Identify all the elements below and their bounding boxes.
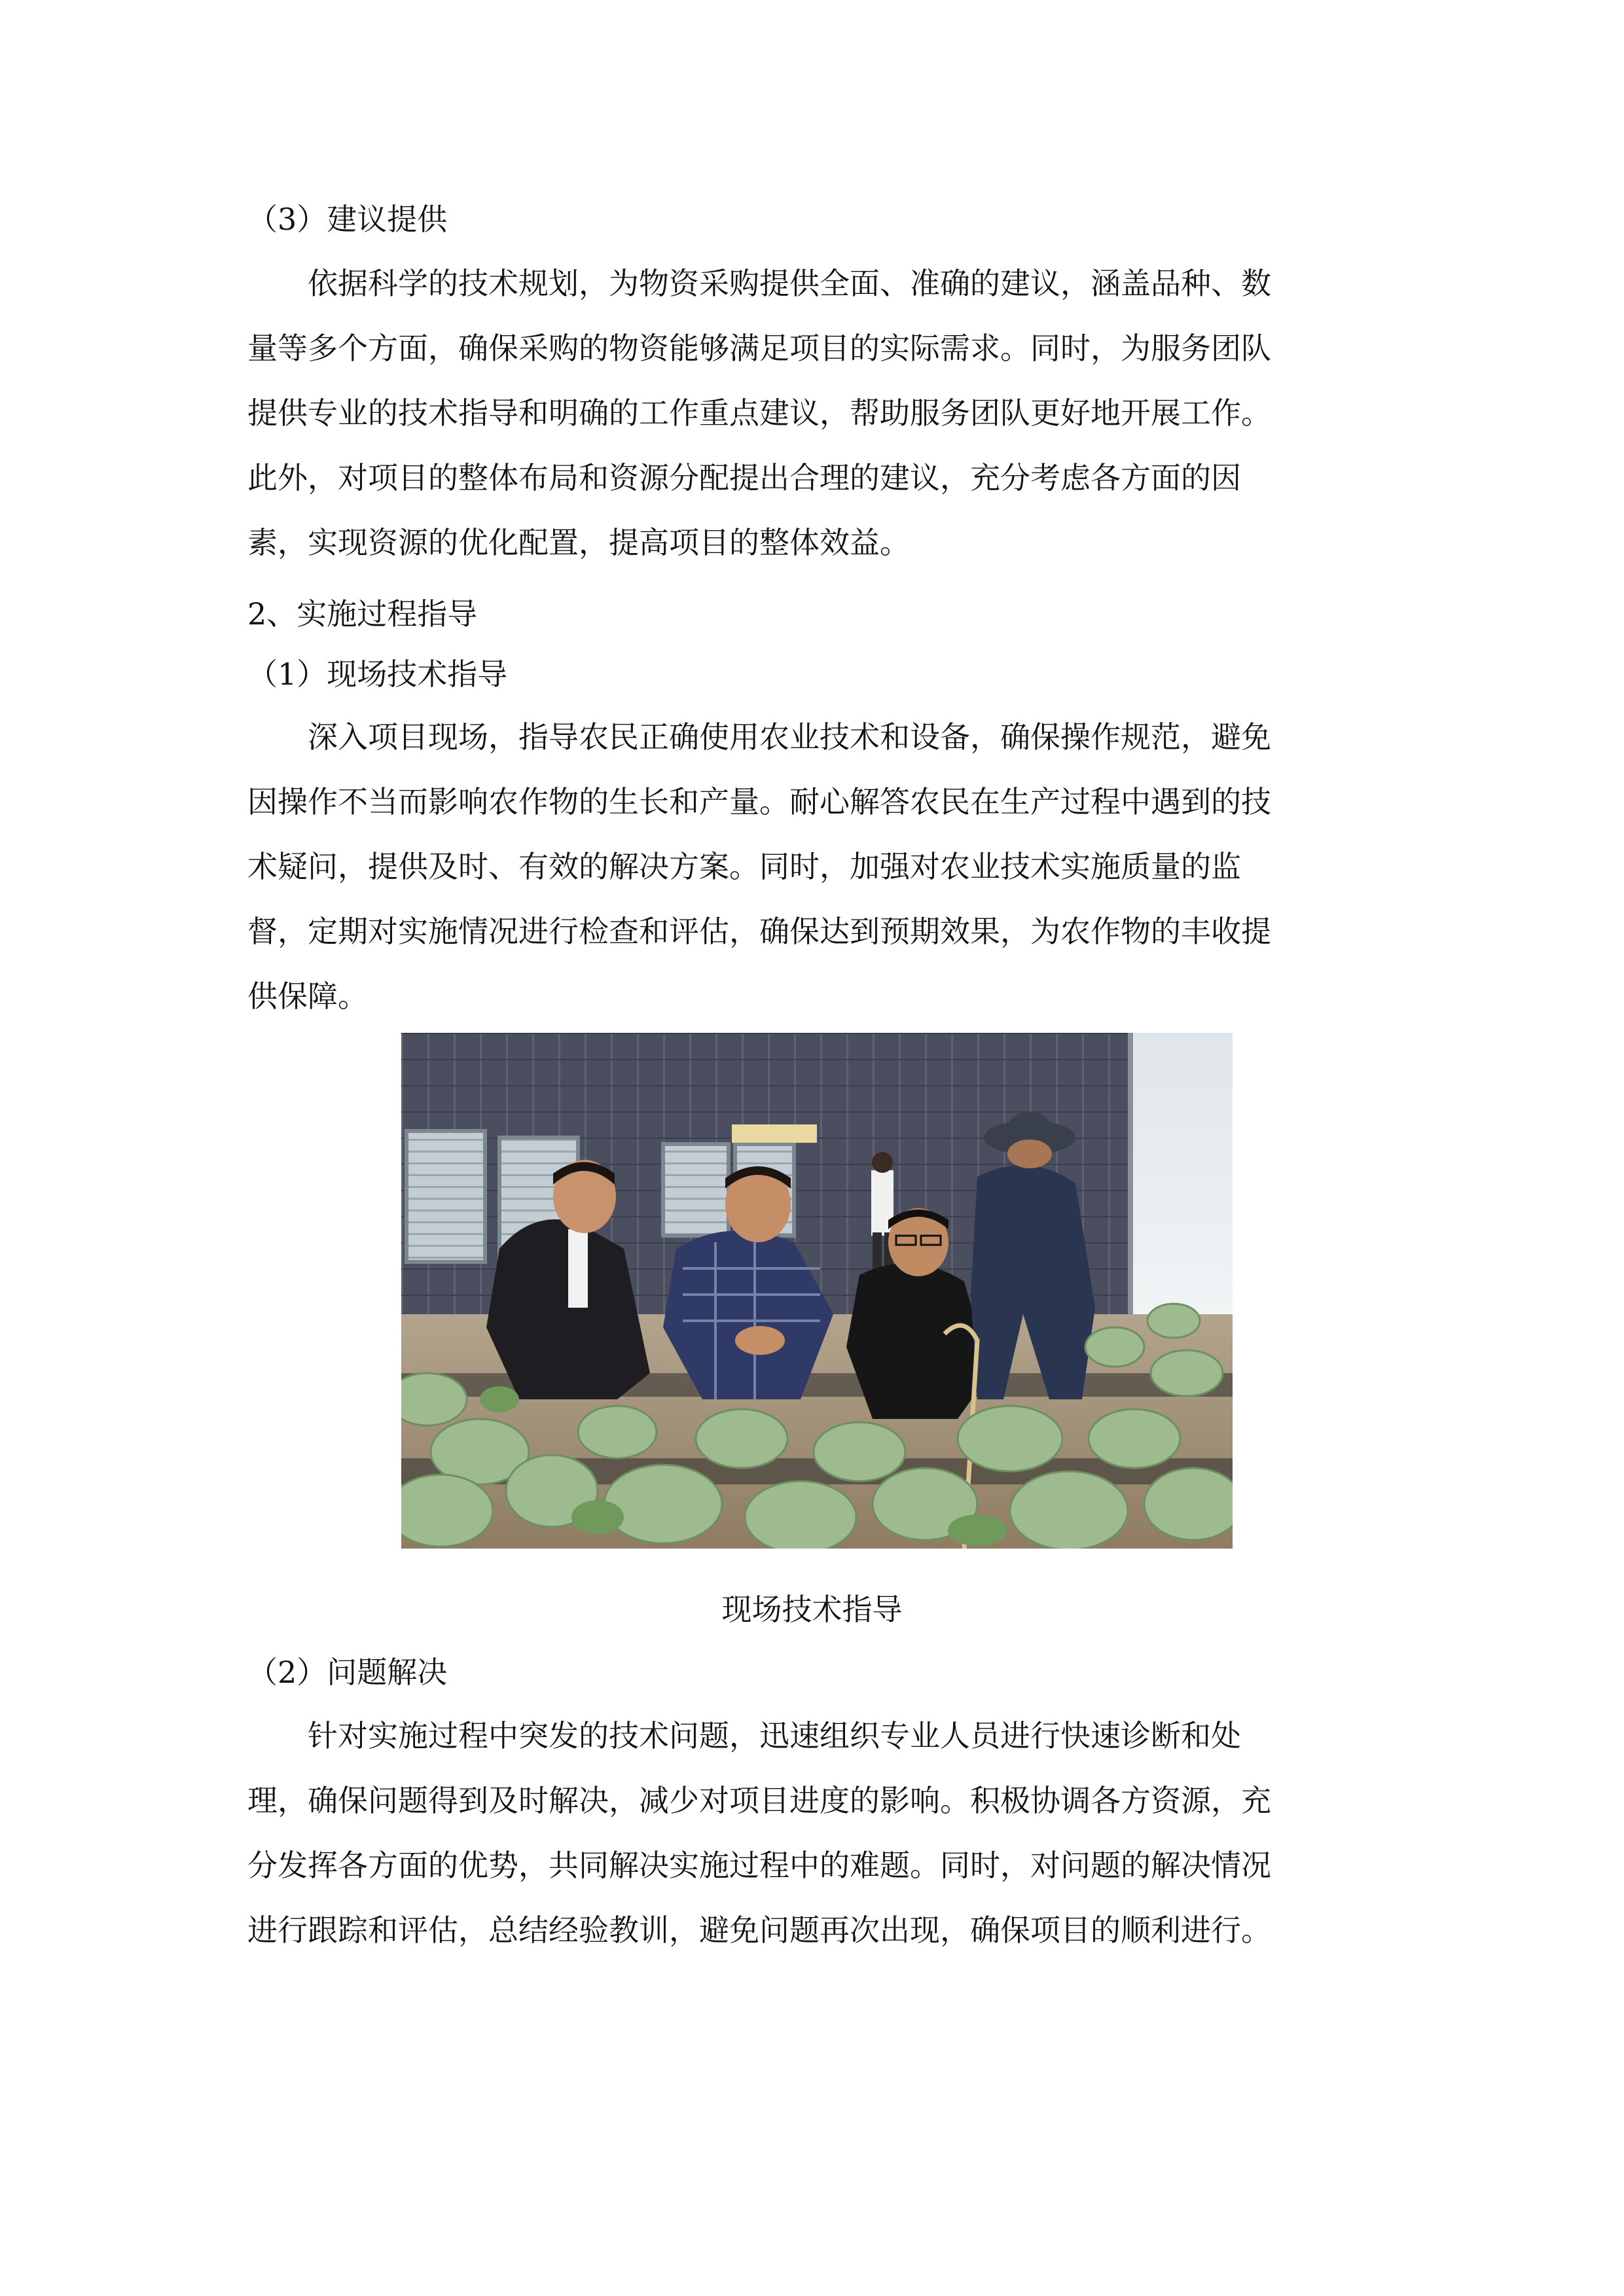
text-line: 素，实现资源的优化配置，提高项目的整体效益。 <box>247 525 910 560</box>
text-line: 量等多个方面，确保采购的物资能够满足项目的实际需求。同时，为服务团队 <box>247 331 1271 366</box>
text-line: 供保障。 <box>247 978 368 1014</box>
heading-problem-solving: （2）问题解决 <box>247 1655 448 1690</box>
text-line: 术疑问，提供及时、有效的解决方案。同时，加强对农业技术实施质量的监 <box>247 849 1241 884</box>
text-line: 此外，对项目的整体布局和资源分配提出合理的建议，充分考虑各方面的因 <box>247 460 1241 495</box>
heading-onsite-guidance: （1）现场技术指导 <box>247 656 508 692</box>
text-line: 督，定期对实施情况进行检查和评估，确保达到预期效果，为农作物的丰收提 <box>247 914 1271 949</box>
text-line: 依据科学的技术规划，为物资采购提供全面、准确的建议，涵盖品种、数 <box>308 266 1271 301</box>
heading-suggestions: （3）建议提供 <box>247 202 448 237</box>
heading-implementation: 2、实施过程指导 <box>247 596 478 632</box>
text-line: 理，确保问题得到及时解决，减少对项目进度的影响。积极协调各方资源，充 <box>247 1783 1271 1818</box>
text-line: 分发挥各方面的优势，共同解决实施过程中的难题。同时，对问题的解决情况 <box>247 1848 1271 1883</box>
paragraph-suggestions <box>247 251 1386 575</box>
text-line: 深入项目现场，指导农民正确使用农业技术和设备，确保操作规范，避免 <box>308 719 1271 755</box>
text-line: 因操作不当而影响农作物的生长和产量。耐心解答农民在生产过程中遇到的技 <box>247 784 1271 819</box>
text-line: 进行跟踪和评估，总结经验教训，避免问题再次出现，确保项目的顺利进行。 <box>247 1912 1271 1948</box>
onsite-guidance-photo <box>401 1033 1233 1549</box>
paragraph-problem-solving <box>247 1704 1386 1963</box>
paragraph-onsite-guidance <box>247 705 1386 1029</box>
text-line: 针对实施过程中突发的技术问题，迅速组织专业人员进行快速诊断和处 <box>308 1718 1241 1753</box>
text-line: 提供专业的技术指导和明确的工作重点建议，帮助服务团队更好地开展工作。 <box>247 395 1271 431</box>
photo-caption: 现场技术指导 <box>721 1592 903 1627</box>
